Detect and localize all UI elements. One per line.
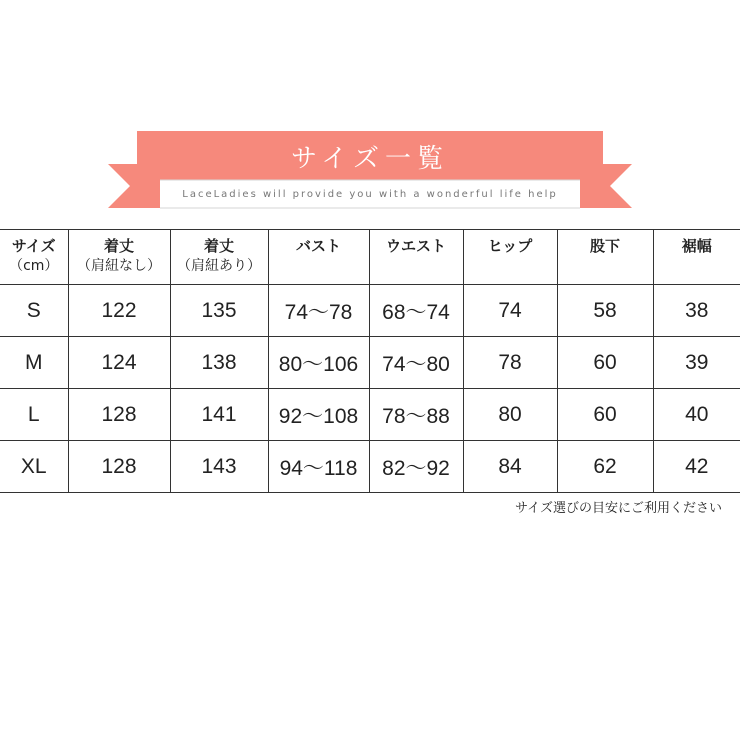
table-cell: 92〜108	[268, 389, 369, 441]
table-cell: 124	[68, 337, 170, 389]
table-row	[0, 389, 740, 441]
header-cell-bust: バスト	[268, 230, 369, 285]
table-cell: 58	[557, 285, 653, 337]
table-cell: 143	[170, 441, 268, 493]
table-cell: 39	[653, 337, 740, 389]
table-cell: 82〜92	[369, 441, 463, 493]
table-cell: 80〜106	[268, 337, 369, 389]
table-cell: 84	[463, 441, 557, 493]
table-cell: 40	[653, 389, 740, 441]
table-cell: 135	[170, 285, 268, 337]
table-cell: 128	[68, 389, 170, 441]
table-row	[0, 285, 740, 337]
header-cell-hem-width: 裾幅	[653, 230, 740, 285]
table-cell: 78〜88	[369, 389, 463, 441]
table-cell: 78	[463, 337, 557, 389]
banner-subtitle: LaceLadies will provide you with a wonderful life help	[182, 189, 558, 200]
table-header-row	[0, 230, 740, 285]
table-cell: 141	[170, 389, 268, 441]
table-cell: 80	[463, 389, 557, 441]
table-cell: L	[0, 389, 68, 441]
table-row	[0, 441, 740, 493]
header-cell-length-no-strap: 着丈 （肩紐なし）	[68, 230, 170, 285]
table-cell: 74	[463, 285, 557, 337]
banner-title: サイズ一覧	[291, 144, 449, 174]
table-cell: 42	[653, 441, 740, 493]
header-cell-size: サイズ （cm）	[0, 230, 68, 285]
table-cell: 38	[653, 285, 740, 337]
table-cell: M	[0, 337, 68, 389]
table-cell: XL	[0, 441, 68, 493]
table-cell: 74〜80	[369, 337, 463, 389]
size-guide-note: サイズ選びの目安にご利用ください	[515, 501, 722, 516]
header-cell-waist: ウエスト	[369, 230, 463, 285]
header-cell-length-strap: 着丈 （肩紐あり）	[170, 230, 268, 285]
table-cell: 62	[557, 441, 653, 493]
table-cell: 138	[170, 337, 268, 389]
table-cell: 74〜78	[268, 285, 369, 337]
table-cell: 60	[557, 337, 653, 389]
table-cell: 68〜74	[369, 285, 463, 337]
table-row	[0, 337, 740, 389]
table-cell: 60	[557, 389, 653, 441]
table-cell: 94〜118	[268, 441, 369, 493]
header-cell-hip: ヒップ	[463, 230, 557, 285]
size-table	[0, 229, 740, 493]
table-cell: 128	[68, 441, 170, 493]
table-cell: 122	[68, 285, 170, 337]
title-banner	[0, 0, 740, 230]
table-cell: S	[0, 285, 68, 337]
header-cell-inseam: 股下	[557, 230, 653, 285]
